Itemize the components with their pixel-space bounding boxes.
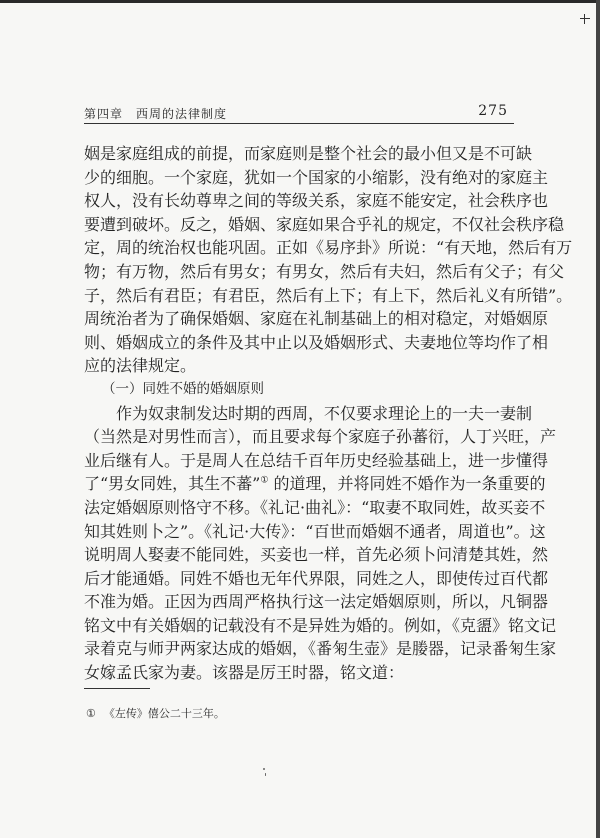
footnote-divider bbox=[84, 688, 150, 689]
page-number: 275 bbox=[478, 103, 508, 119]
text-line: 应的法律规定。 bbox=[84, 356, 197, 376]
text-line: 法定婚姻原则恪守不移。《礼记·曲礼》：“取妻不取同姓，故买妾不 bbox=[84, 497, 546, 517]
chapter-label: 第四章 bbox=[84, 107, 124, 121]
footnote-mark: ① bbox=[86, 707, 96, 720]
footnote bbox=[86, 705, 225, 721]
text-line: 则、婚姻成立的条件及其中止以及婚姻形式、夫妻地位等均作了相 bbox=[84, 332, 549, 352]
text-line: 物；有万物，然后有男女；有男女，然后有夫妇，然后有父子；有父 bbox=[84, 261, 565, 281]
text-line: 作为奴隶制发达时期的西周，不仅要求理论上的一夫一妻制 bbox=[116, 403, 533, 423]
text-line: 铭文中有关婚姻的记载没有不是异姓为婚的。例如，《克盨》铭文记 bbox=[84, 615, 557, 635]
scan-border-top bbox=[0, 0, 600, 3]
text-line: 说明周人娶妻不能同姓，买妾也一样，首先必须卜问清楚其姓，然 bbox=[84, 545, 549, 565]
scan-speck bbox=[265, 773, 266, 776]
text-line: 女嫁孟氏家为妻。该器是厉王时器，铭文道： bbox=[84, 663, 405, 683]
text-segment: 了“男女同姓，其生不蕃” bbox=[84, 474, 261, 494]
body-text bbox=[84, 142, 573, 685]
text-line: 要遭到破坏。反之，婚姻、家庭如果合乎礼的规定，不仅社会秩序稳 bbox=[84, 214, 565, 234]
scan-border-right bbox=[596, 0, 600, 838]
crop-mark bbox=[580, 14, 590, 24]
text-line: 录着克与师尹两家达成的婚姻，《番匊生壶》是媵器，记录番匊生家 bbox=[84, 639, 557, 659]
footnote-reference[interactable]: ① bbox=[260, 475, 269, 486]
text-line: （当然是对男性而言），而且要求每个家庭子孙蕃衍，人丁兴旺，产 bbox=[84, 427, 557, 447]
text-line: 姻是家庭组成的前提，而家庭则是整个社会的最小但又是不可缺 bbox=[84, 144, 533, 163]
running-header bbox=[84, 103, 514, 124]
text-line: 后才能通婚。同姓不婚也无年代界限，同姓之人，即使传过百代都 bbox=[84, 568, 549, 588]
text-line: 权人，没有长幼尊卑之间的等级关系，家庭不能安定，社会秩序也 bbox=[84, 191, 549, 211]
text-line-with-footnote-ref bbox=[84, 472, 546, 496]
scan-speck bbox=[263, 768, 265, 770]
footnote-text: 《左传》僖公二十三年。 bbox=[103, 707, 225, 720]
section-heading: （一）同姓不婚的婚姻原则 bbox=[102, 380, 264, 397]
text-line: 少的细胞。一个家庭，犹如一个国家的小缩影，没有绝对的家庭主 bbox=[84, 167, 549, 187]
text-line: 知其姓则卜之”。《礼记·大传》：“百世而婚姻不通者，周道也”。这 bbox=[84, 521, 546, 541]
text-line: 周统治者为了确保婚姻、家庭在礼制基础上的相对稳定，对婚姻原 bbox=[84, 309, 549, 329]
text-line: 子，然后有君臣；有君臣，然后有上下；有上下，然后礼义有所错”。 bbox=[84, 285, 573, 305]
text-line: 定，周的统治权也能巩固。正如《易序卦》所说：“有天地，然后有万 bbox=[84, 238, 573, 258]
text-segment: 的道理，并将同姓不婚作为一条重要的 bbox=[268, 474, 546, 494]
chapter-title: 西周的法律制度 bbox=[136, 107, 228, 121]
text-line: 不准为婚。正因为西周严格执行这一法定婚姻原则，所以，凡铜器 bbox=[84, 592, 549, 612]
text-line: 业后继有人。于是周人在总结千百年历史经验基础上，进一步懂得 bbox=[84, 450, 549, 470]
